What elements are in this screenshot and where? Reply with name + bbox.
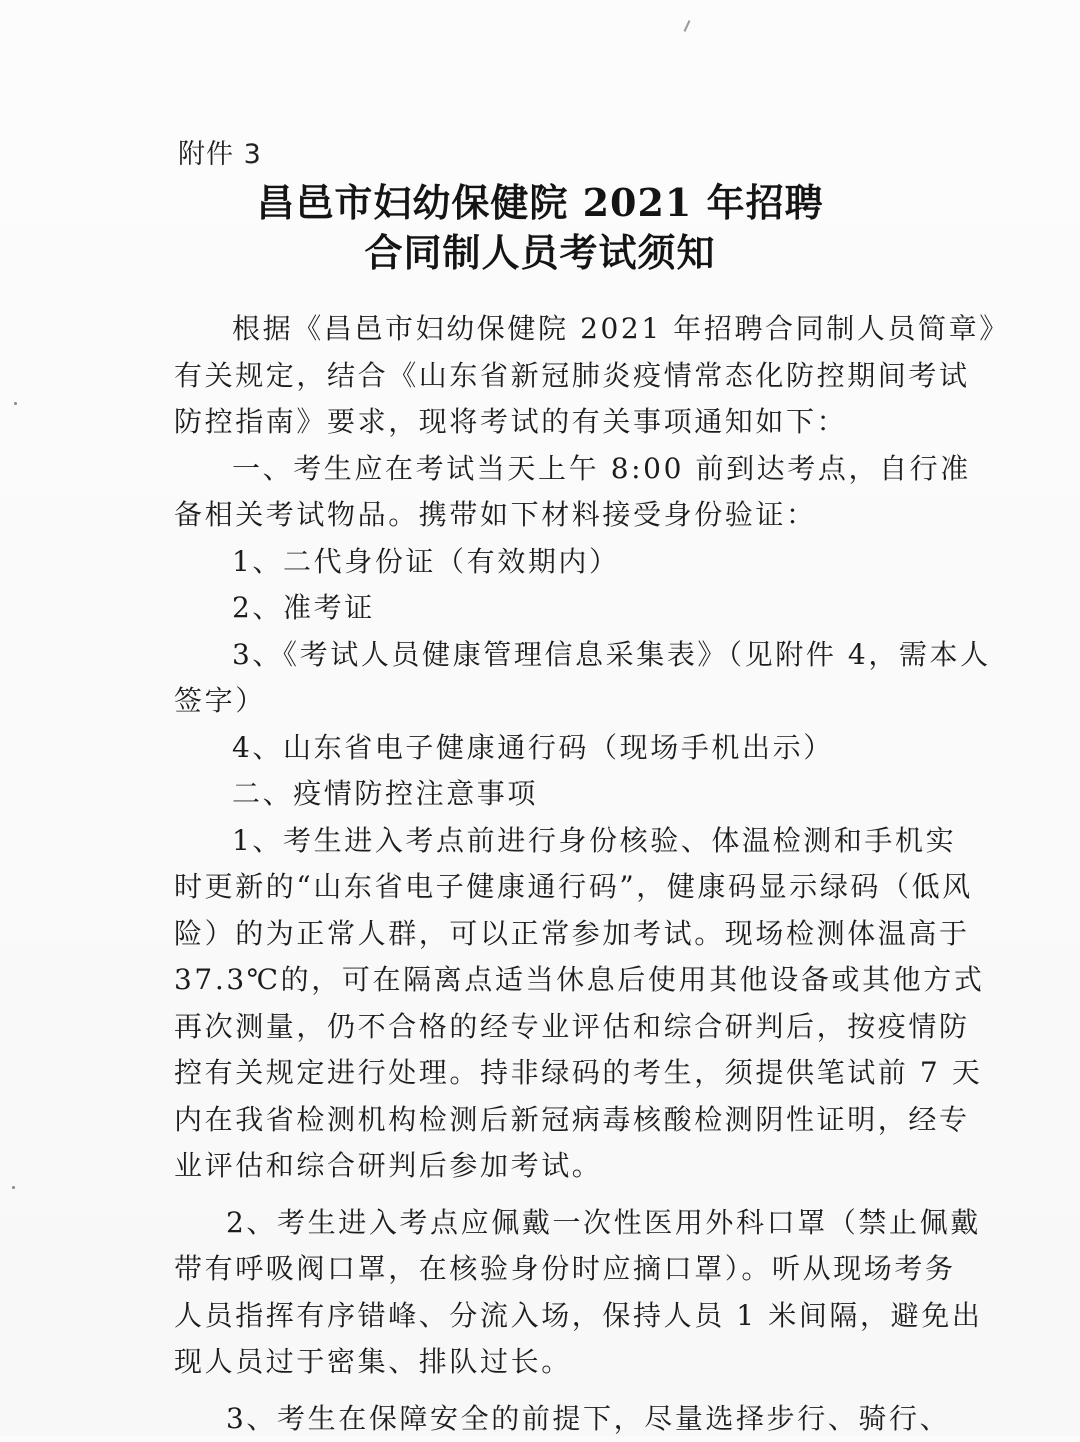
body-line: 控有关规定进行处理。持非绿码的考生，须提供笔试前 7 天 <box>174 1050 934 1097</box>
body-line: 再次测量，仍不合格的经专业评估和综合研判后，按疫情防 <box>174 1004 934 1051</box>
body-line: 带有呼吸阀口罩，在核验身份时应摘口罩）。听从现场考务 <box>174 1246 934 1293</box>
body-line: 签字） <box>174 678 934 725</box>
body-line: 1、二代身份证（有效期内） <box>174 539 934 586</box>
body-line: 1、考生进入考点前进行身份核验、体温检测和手机实 <box>174 818 934 865</box>
document-title-line-2: 合同制人员考试须知 <box>0 222 1080 277</box>
body-line: 2、准考证 <box>174 585 934 632</box>
scan-speck <box>14 402 17 405</box>
body-line: 37.3℃的，可在隔离点适当休息后使用其他设备或其他方式 <box>174 957 934 1004</box>
body-line: 二、疫情防控注意事项 <box>174 771 934 818</box>
body-line: 3、考生在保障安全的前提下，尽量选择步行、骑行、 <box>174 1396 934 1442</box>
body-line: 有关规定，结合《山东省新冠肺炎疫情常态化防控期间考试 <box>174 353 934 400</box>
document-body <box>174 306 934 1442</box>
body-line: 3、《考试人员健康管理信息采集表》（见附件 4，需本人 <box>174 632 934 679</box>
body-line: 根据《昌邑市妇幼保健院 2021 年招聘合同制人员简章》 <box>174 306 934 353</box>
attachment-label: 附件 3 <box>178 132 262 171</box>
body-line: 业评估和综合研判后参加考试。 <box>174 1143 934 1190</box>
body-line: 防控指南》要求，现将考试的有关事项通知如下： <box>174 399 934 446</box>
body-line: 一、考生应在考试当天上午 8:00 前到达考点，自行准 <box>174 446 934 493</box>
body-line: 险）的为正常人群，可以正常参加考试。现场检测体温高于 <box>174 911 934 958</box>
scan-mark <box>684 20 691 32</box>
body-line: 2、考生进入考点应佩戴一次性医用外科口罩（禁止佩戴 <box>174 1200 934 1247</box>
scan-speck <box>12 1186 15 1189</box>
body-line: 备相关考试物品。携带如下材料接受身份验证： <box>174 492 934 539</box>
document-title-line-1: 昌邑市妇幼保健院 2021 年招聘 <box>0 172 1080 227</box>
body-line: 4、山东省电子健康通行码（现场手机出示） <box>174 725 934 772</box>
body-line: 内在我省检测机构检测后新冠病毒核酸检测阴性证明，经专 <box>174 1097 934 1144</box>
body-line: 人员指挥有序错峰、分流入场，保持人员 1 米间隔，避免出 <box>174 1293 934 1340</box>
body-line: 现人员过于密集、排队过长。 <box>174 1339 934 1386</box>
body-line: 时更新的“山东省电子健康通行码”，健康码显示绿码（低风 <box>174 864 934 911</box>
